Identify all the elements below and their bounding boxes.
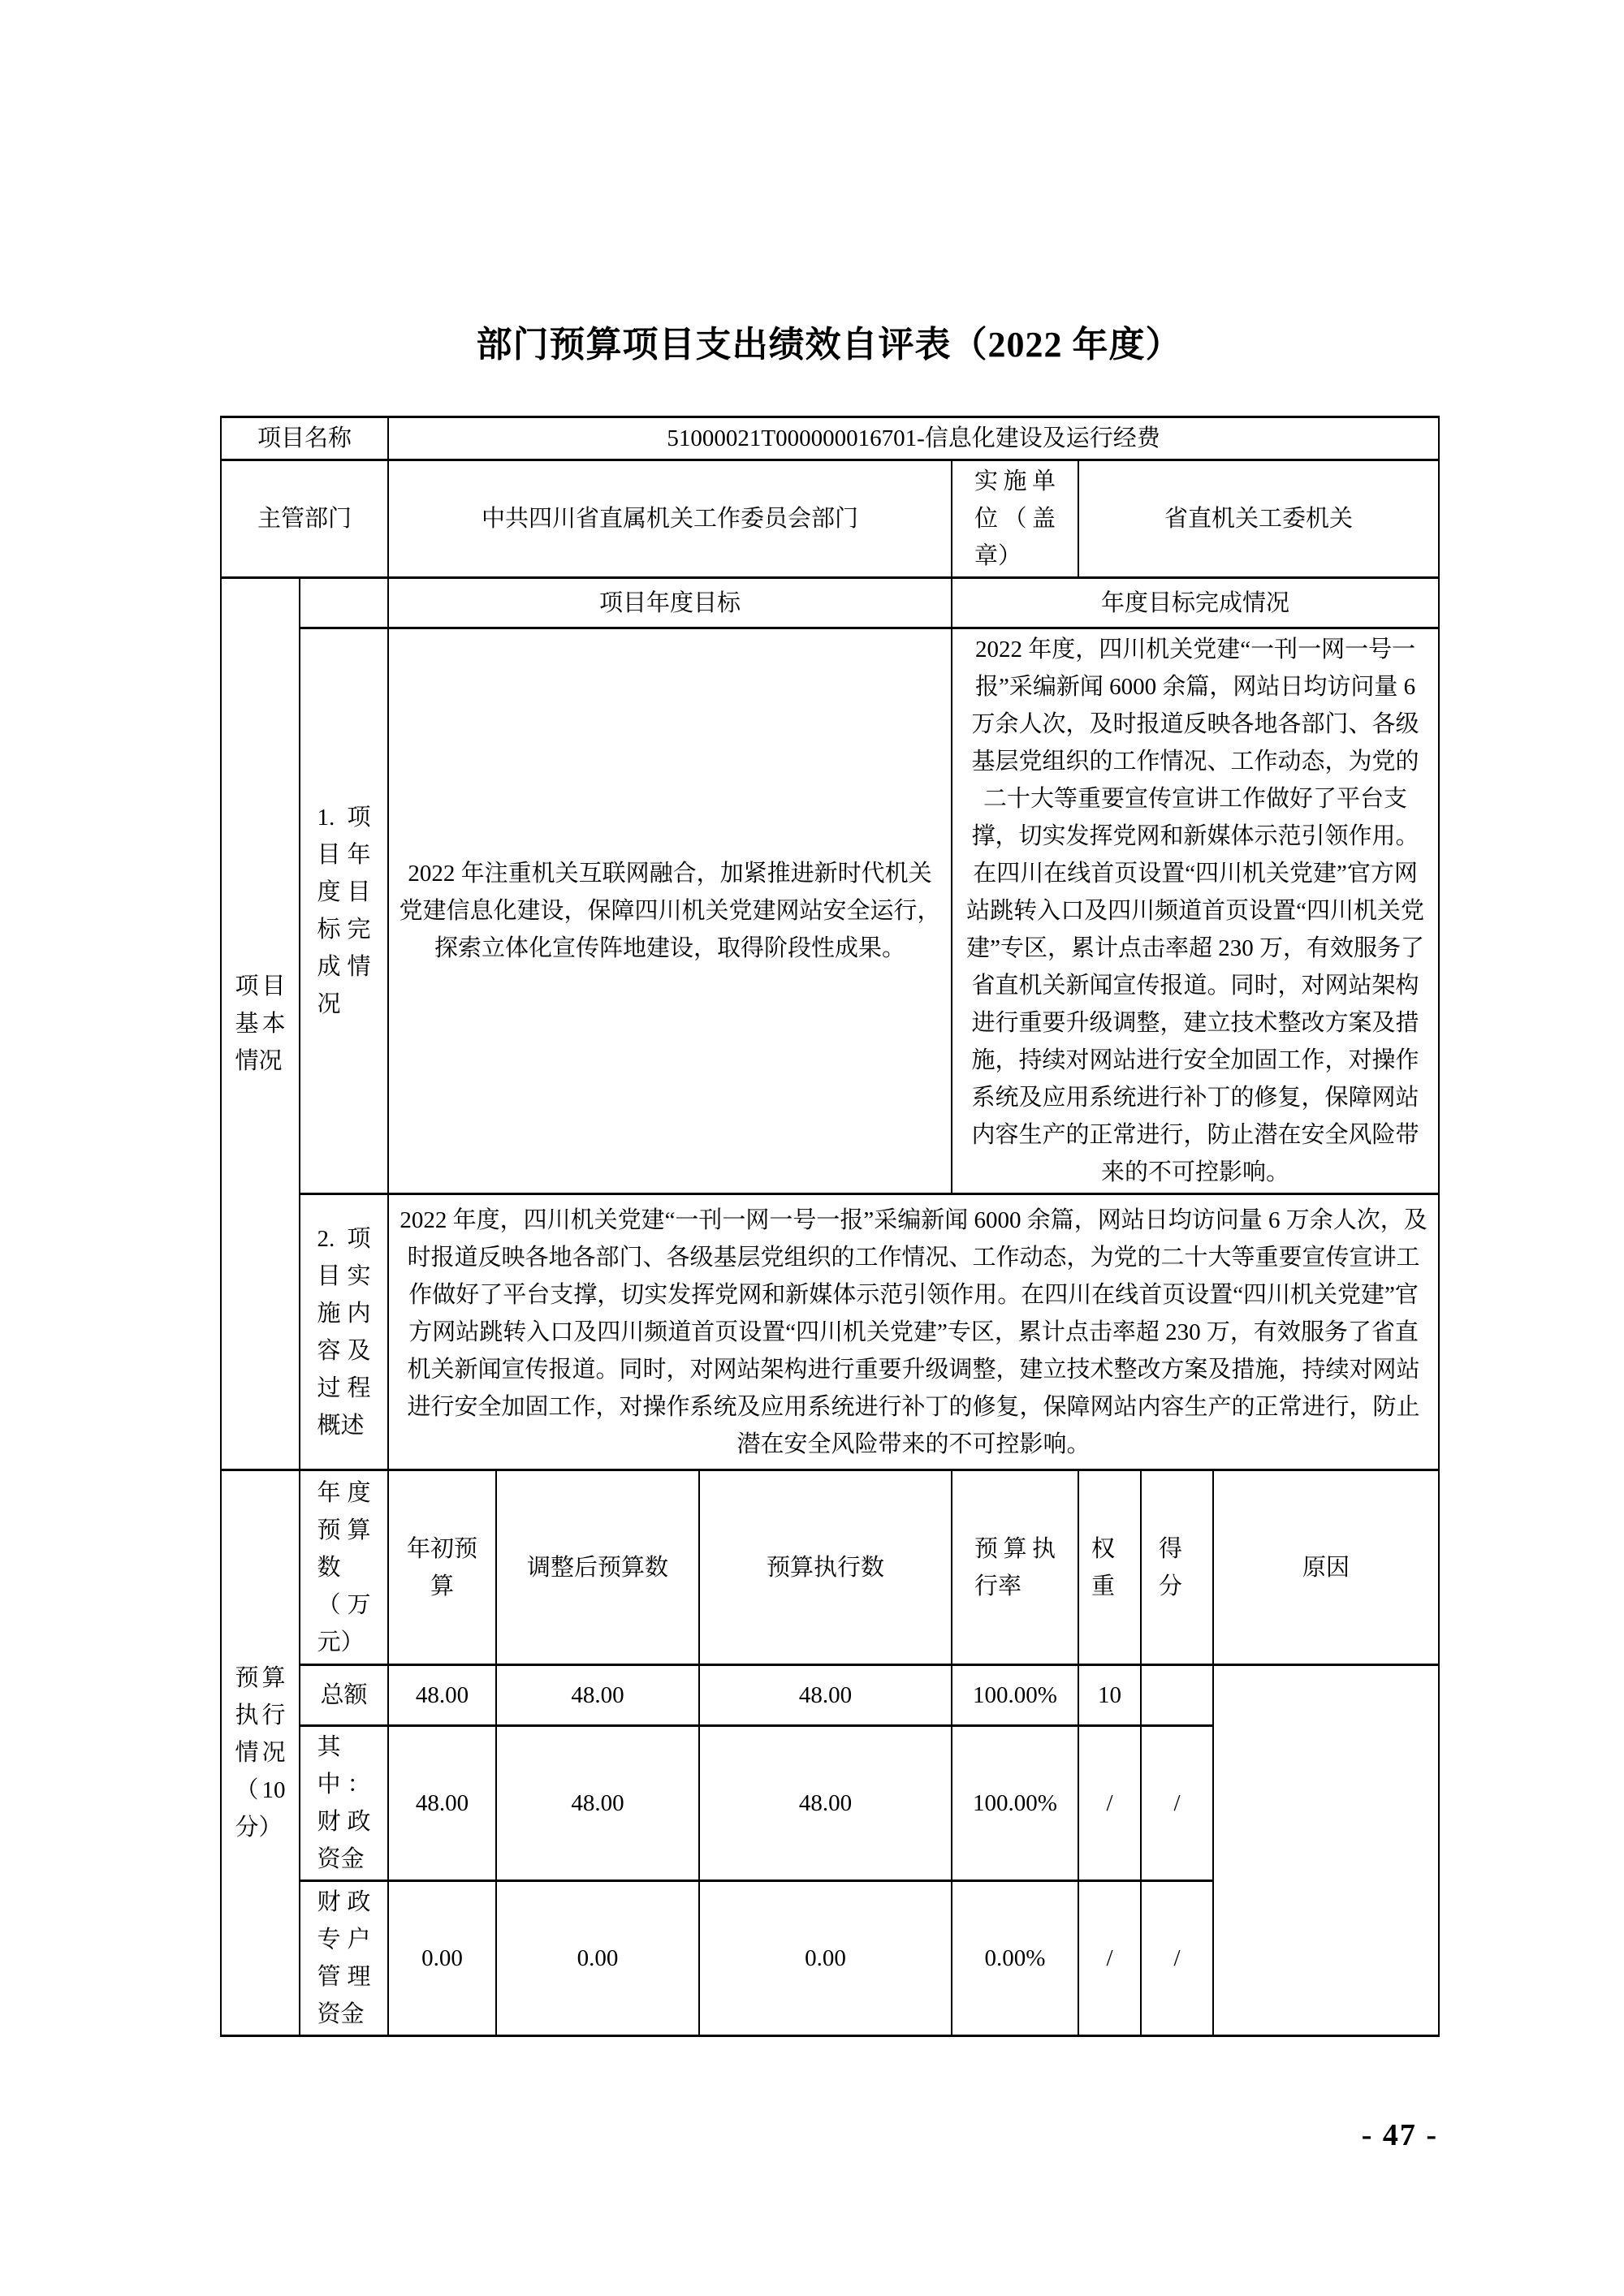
implementing-unit-label — [952, 460, 1078, 578]
page-number: - 47 - — [1361, 2118, 1438, 2152]
budget-header-score-text: 得分 — [1159, 1535, 1183, 1599]
implementation-text: 2022 年度，四川机关党建“一刊一网一号一报”采编新闻 6000 余篇，网站日均访问量 6 万余人次，及时报道反映各地各部门、各级基层党组织的工作情况、工作动态，为党的二十大等重要宣传宣讲工作做好了平台支撑，切实发挥党网和新媒体示范引领作用。在四川在线首页设置“四川机关党建”官方网站跳转入口及四川频道首页设置“四川机关党建”专区，累计点击率超 230 万，有效服务了省直机关新闻宣传报道。同时，对网站架构进行重要升级调整，建立技术整改方案及措施，持续对网站进行安全加固工作，对操作系统及应用系统进行补丁的修复，保障网站内容生产的正常进行，防止潜在安全风险带来的不可控影响。 — [388, 1194, 1439, 1470]
budget-cell-rate: 100.00% — [952, 1665, 1078, 1726]
budget-header-annual-text: 年度预算数（万元） — [317, 1479, 371, 1655]
basic-section-label-text: 项目基本情况 — [235, 973, 286, 1074]
completion-column-header: 年度目标完成情况 — [952, 578, 1439, 628]
annual-goal-text: 2022 年注重机关互联网融合，加紧推进新时代机关党建信息化建设，保障四川机关党建网站安全运行，探索立体化宣传阵地建设，取得阶段性成果。 — [388, 628, 952, 1194]
budget-row-label — [300, 1726, 388, 1881]
budget-header-annual — [300, 1470, 388, 1665]
budget-header-rate — [952, 1470, 1078, 1665]
budget-cell-score: / — [1141, 1726, 1213, 1881]
budget-header-initial: 年初预算 — [388, 1470, 496, 1665]
budget-row-label: 总额 — [300, 1665, 388, 1726]
budget-row-label — [300, 1881, 388, 2036]
self-evaluation-table — [220, 416, 1440, 2037]
budget-cell-adjusted: 48.00 — [496, 1726, 699, 1881]
project-name-row — [221, 417, 1439, 460]
budget-row-total — [221, 1665, 1439, 1726]
budget-section-label-text: 预算执行情况（10 分） — [235, 1665, 286, 1841]
goal-header-row — [221, 578, 1439, 628]
budget-cell-weight: / — [1078, 1881, 1141, 2036]
basic-section-label — [221, 578, 300, 1470]
budget-cell-weight: / — [1078, 1726, 1141, 1881]
budget-cell-executed: 0.00 — [699, 1881, 952, 2036]
budget-cell-adjusted: 0.00 — [496, 1881, 699, 2036]
goal-completion-text: 2022 年度，四川机关党建“一刊一网一号一报”采编新闻 6000 余篇，网站日均访问量 6 万余人次，及时报道反映各地各部门、各级基层党组织的工作情况、工作动态，为党的二十大等重要宣传宣讲工作做好了平台支撑，切实发挥党网和新媒体示范引领作用。在四川在线首页设置“四川机关党建”官方网站跳转入口及四川频道首页设置“四川机关党建”专区，累计点击率超 230 万，有效服务了省直机关新闻宣传报道。同时，对网站架构进行重要升级调整，建立技术整改方案及措施，持续对网站进行安全加固工作，对操作系统及应用系统进行补丁的修复，保障网站内容生产的正常进行，防止潜在安全风险带来的不可控影响。 — [952, 628, 1439, 1194]
department-row — [221, 460, 1439, 578]
basic-empty-cell — [300, 578, 388, 628]
budget-cell-weight: 10 — [1078, 1665, 1141, 1726]
budget-header-reason: 原因 — [1213, 1470, 1439, 1665]
budget-cell-executed: 48.00 — [699, 1726, 952, 1881]
budget-cell-adjusted: 48.00 — [496, 1665, 699, 1726]
budget-header-weight — [1078, 1470, 1141, 1665]
budget-cell-score — [1141, 1665, 1213, 1726]
budget-section-label — [221, 1470, 300, 2036]
budget-cell-executed: 48.00 — [699, 1665, 952, 1726]
budget-cell-rate: 100.00% — [952, 1726, 1078, 1881]
budget-header-executed: 预算执行数 — [699, 1470, 952, 1665]
goal-row-label-text: 1.项目年度目标完成情况 — [317, 805, 371, 1017]
page-title: 部门预算项目支出绩效自评表（2022 年度） — [476, 325, 1182, 365]
reason-cell — [1213, 1665, 1439, 2036]
implementing-unit-label-text: 实施单位（盖章） — [974, 468, 1056, 569]
implementing-unit-value: 省直机关工委机关 — [1078, 460, 1439, 578]
budget-cell-initial: 48.00 — [388, 1726, 496, 1881]
budget-header-weight-text: 权重 — [1091, 1535, 1116, 1599]
department-value: 中共四川省直属机关工作委员会部门 — [388, 460, 952, 578]
budget-row-label-text: 其中：财政资金 — [317, 1734, 371, 1872]
budget-cell-initial: 0.00 — [388, 1881, 496, 2036]
budget-header-adjusted: 调整后预算数 — [496, 1470, 699, 1665]
implementation-row-label-text: 2.项目实施内容及过程概述 — [317, 1225, 371, 1439]
implementation-row-label — [300, 1194, 388, 1470]
goal-completion-row — [221, 628, 1439, 1194]
implementation-row — [221, 1194, 1439, 1470]
project-name-label: 项目名称 — [221, 417, 388, 460]
budget-cell-initial: 48.00 — [388, 1665, 496, 1726]
budget-header-row — [221, 1470, 1439, 1665]
budget-header-score — [1141, 1470, 1213, 1665]
goal-row-label — [300, 628, 388, 1194]
project-name-value: 51000021T000000016701-信息化建设及运行经费 — [388, 417, 1439, 460]
budget-cell-score: / — [1141, 1881, 1213, 2036]
department-label: 主管部门 — [221, 460, 388, 578]
budget-cell-rate: 0.00% — [952, 1881, 1078, 2036]
goal-column-header: 项目年度目标 — [388, 578, 952, 628]
budget-row-label-text: 财政专户管理资金 — [317, 1889, 371, 2027]
budget-header-rate-text: 预算执行率 — [974, 1535, 1056, 1599]
